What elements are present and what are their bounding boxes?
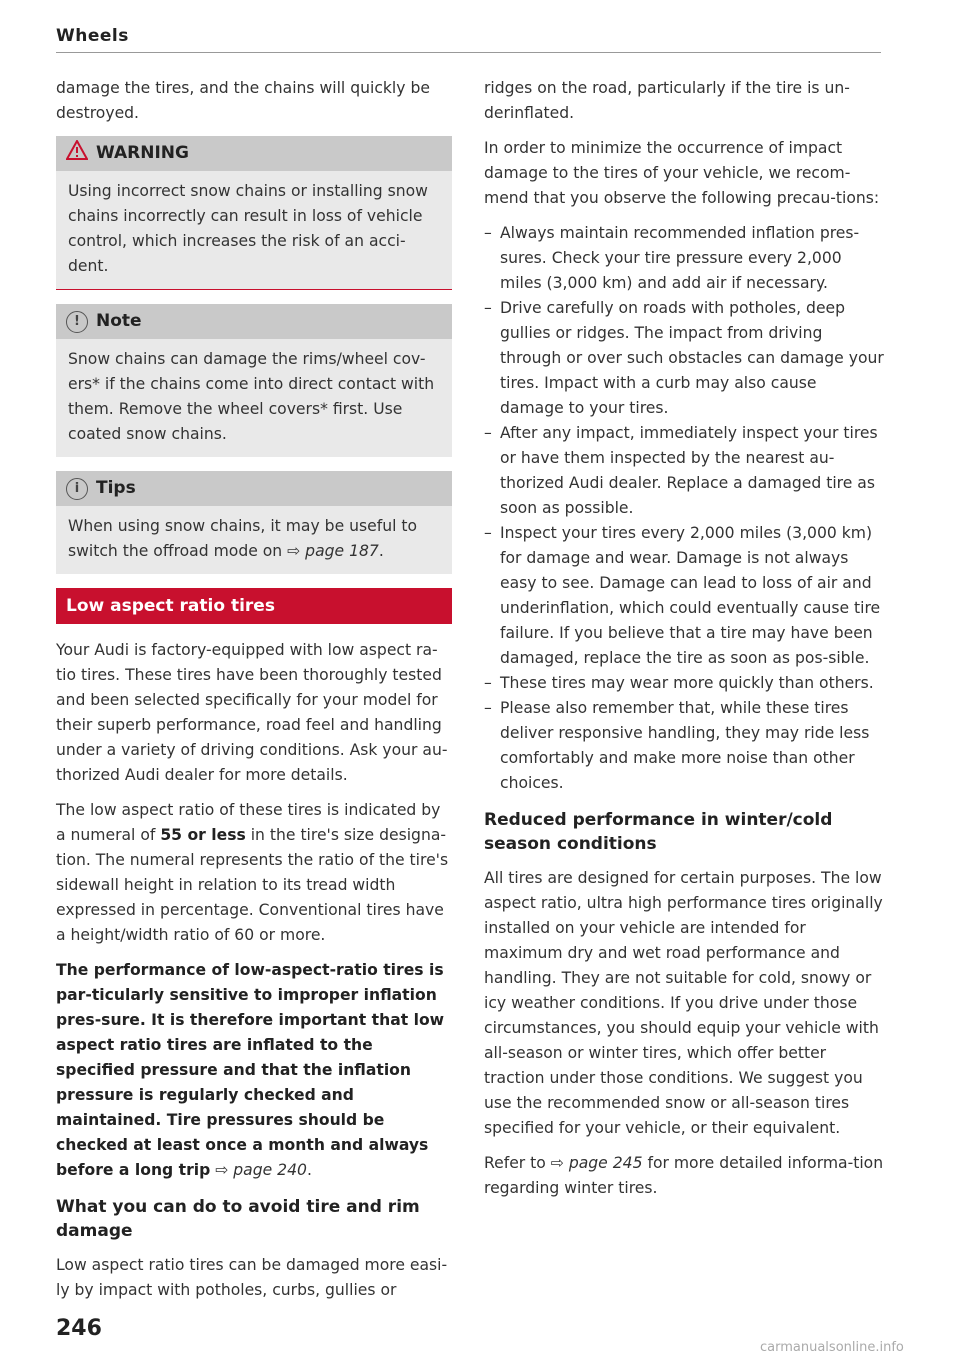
- list-item: – Please also remember that, while these tires deliver responsive handling, they may ride less comfortably and make more noise than other choices.: [484, 696, 884, 796]
- body-paragraph: All tires are designed for certain purposes. The low aspect ratio, ultra high performance tires originally installed on your vehicle are intended for maximum dry and wet road performance and handling. They are not suitable for cold, snowy or icy weather conditions. If you drive under those circumstances, you should equip your vehicle with all-season or winter tires, which offer better traction under those conditions. We suggest you use the recommended snow or all-season tires specified for your vehicle, or their equivalent.: [484, 869, 883, 1137]
- note-box: [56, 304, 452, 457]
- note-header: [56, 304, 452, 339]
- page-header-title: Wheels: [56, 26, 129, 46]
- exclamation-circle-icon: !: [66, 311, 88, 333]
- page-ref-link[interactable]: ⇨ page 187: [287, 542, 379, 560]
- list-item: – Always maintain recommended inflation pres-sures. Check your tire pressure every 2,000 miles (3,000 km) and add air if necessary.: [484, 221, 884, 296]
- warning-triangle-icon: [66, 140, 88, 168]
- warning-text: Using incorrect snow chains or installing snow chains incorrectly can result in loss of vehicle control, which increases the risk of an acci-dent.: [68, 182, 428, 275]
- tips-title: Tips: [96, 478, 136, 498]
- info-circle-icon: i: [66, 478, 88, 500]
- precautions-list: [484, 221, 884, 796]
- section-title-bar: Low aspect ratio tires: [56, 588, 452, 624]
- tips-box: [56, 471, 452, 574]
- header-divider: [56, 52, 881, 53]
- body-paragraph: Your Audi is factory-equipped with low aspect ra-tio tires. These tires have been thoroughly tested and been selected specifically for your model for their superb performance, road feel and handling under a variety of driving conditions. Ask your au-thorized Audi dealer for more details.: [56, 641, 448, 784]
- subheading: Reduced performance in winter/cold season conditions: [484, 810, 833, 854]
- body-paragraph: In order to minimize the occurrence of impact damage to the tires of your vehicle, we recom-mend that you observe the following precau-tions:: [484, 139, 880, 207]
- tips-header: [56, 471, 452, 506]
- body-paragraph: Refer to ⇨ page 245 for more detailed informa-tion regarding winter tires.: [484, 1154, 884, 1197]
- left-column: [56, 76, 452, 1313]
- warning-header: [56, 136, 452, 171]
- list-item: – These tires may wear more quickly than others.: [484, 671, 884, 696]
- page-number: 246: [56, 1316, 102, 1341]
- body-paragraph: The low aspect ratio of these tires is indicated by a numeral of 55 or less in the tire's size designa-tion. The numeral represents the ratio of the tire's sidewall height in relation to its tread width expressed in percentage. Conventional tires have a height/width ratio of 60 or more.: [56, 801, 449, 944]
- watermark: carmanualsonline.info: [760, 1340, 904, 1355]
- page-ref-link[interactable]: ⇨ page 240: [210, 1161, 307, 1179]
- list-item: – Inspect your tires every 2,000 miles (3,000 km) for damage and wear. Damage is not always easy to see. Damage can lead to loss of air and underinflation, which could eventually cause tire failure. If you believe that a tire may have been damaged, replace the tire as soon as pos-sible.: [484, 521, 884, 671]
- right-column: [484, 76, 884, 1211]
- note-title: Note: [96, 311, 142, 331]
- warning-title: WARNING: [96, 143, 189, 163]
- list-item: – Drive carefully on roads with potholes, deep gullies or ridges. The impact from driving through or over such obstacles can damage your tires. Impact with a curb may also cause damage to your tires.: [484, 296, 884, 421]
- subheading: What you can do to avoid tire and rim damage: [56, 1197, 420, 1241]
- warning-box: [56, 136, 452, 290]
- body-paragraph: Low aspect ratio tires can be damaged more easi-ly by impact with potholes, curbs, gullies or: [56, 1256, 448, 1299]
- intro-paragraph: damage the tires, and the chains will quickly be destroyed.: [56, 79, 430, 122]
- note-text: Snow chains can damage the rims/wheel cov-ers* if the chains come into direct contact with them. Remove the wheel covers* first. Use coated snow chains.: [68, 350, 435, 443]
- bold-paragraph: The performance of low-aspect-ratio tires is par-ticularly sensitive to improper inflation pres-sure. It is therefore important that low aspect ratio tires are inflated to the specified pressure and that the inflation pressure is regularly checked and maintained. Tire pressures should be checked at least once a month and always before a long trip ⇨ page 240.: [56, 961, 445, 1179]
- tips-text: When using snow chains, it may be useful to switch the offroad mode on ⇨ page 187.: [68, 517, 418, 560]
- body-paragraph: ridges on the road, particularly if the tire is un-derinflated.: [484, 79, 850, 122]
- page-ref-link[interactable]: ⇨ page 245: [550, 1154, 643, 1172]
- list-item: – After any impact, immediately inspect your tires or have them inspected by the nearest au-thorized Audi dealer. Replace a damaged tire as soon as possible.: [484, 421, 884, 521]
